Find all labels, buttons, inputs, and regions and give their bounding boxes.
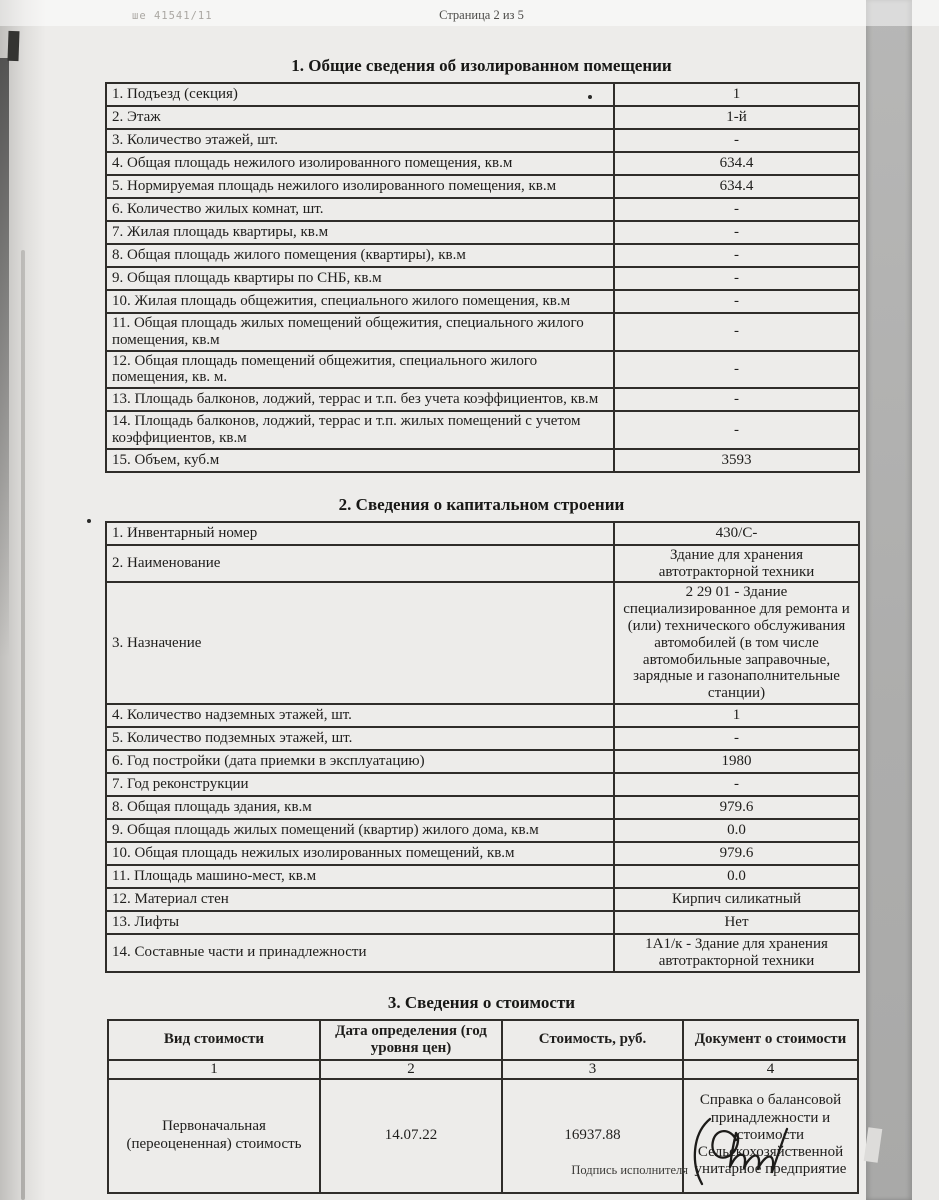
row-label: 4. Общая площадь нежилого изолированного помещения, кв.м <box>106 152 614 175</box>
row-value: - <box>614 773 859 796</box>
scan-speck <box>87 519 91 523</box>
row-value: 979.6 <box>614 796 859 819</box>
row-label: 2. Наименование <box>106 545 614 583</box>
row-value: - <box>614 388 859 411</box>
table-row <box>106 313 859 351</box>
table-row <box>106 449 859 472</box>
scan-edge-right <box>866 0 912 1200</box>
row-value: Здание для хранения автотракторной техники <box>614 545 859 583</box>
table-row <box>106 411 859 449</box>
row-value: 1980 <box>614 750 859 773</box>
scan-darkstrip-left <box>0 58 9 658</box>
row-value: - <box>614 727 859 750</box>
row-label: 12. Материал стен <box>106 888 614 911</box>
table-row <box>106 175 859 198</box>
table-row <box>106 582 859 704</box>
row-value: 430/С- <box>614 522 859 545</box>
table-row <box>106 129 859 152</box>
row-value: - <box>614 351 859 389</box>
row-value: 2 29 01 - Здание специализированное для ремонта и (или) технического обслуживания автомобилей (в том числе автомобильные заправочные, зарядные и газонаполнительные станции) <box>614 582 859 704</box>
row-value: Кирпич силикатный <box>614 888 859 911</box>
table-row <box>106 545 859 583</box>
row-value: Нет <box>614 911 859 934</box>
scan-foldline <box>21 250 25 1200</box>
table-row <box>106 750 859 773</box>
section2-title: 2. Сведения о капитальном строении <box>338 494 625 514</box>
table-row <box>106 290 859 313</box>
cost-number-row <box>108 1060 858 1079</box>
row-label: 2. Этаж <box>106 106 614 129</box>
table-row <box>106 888 859 911</box>
cost-column-number: 3 <box>502 1060 683 1079</box>
row-value: - <box>614 267 859 290</box>
cost-header-row <box>108 1020 858 1060</box>
row-label: 11. Общая площадь жилых помещений общежития, специального жилого помещения, кв.м <box>106 313 614 351</box>
row-value: 1 <box>614 83 859 106</box>
table-row <box>106 727 859 750</box>
row-label: 9. Общая площадь квартиры по СНБ, кв.м <box>106 267 614 290</box>
row-label: 10. Жилая площадь общежития, специального жилого помещения, кв.м <box>106 290 614 313</box>
row-label: 8. Общая площадь жилого помещения (квартиры), кв.м <box>106 244 614 267</box>
row-label: 7. Жилая площадь квартиры, кв.м <box>106 221 614 244</box>
page-header <box>105 0 858 26</box>
table-row <box>106 351 859 389</box>
row-label: 15. Объем, куб.м <box>106 449 614 472</box>
table-row <box>106 522 859 545</box>
section1-table <box>105 82 860 473</box>
table-row <box>106 704 859 727</box>
row-label: 10. Общая площадь нежилых изолированных помещений, кв.м <box>106 842 614 865</box>
row-label: 13. Площадь балконов, лоджий, террас и т.п. без учета коэффициентов, кв.м <box>106 388 614 411</box>
table-row <box>106 106 859 129</box>
row-label: 13. Лифты <box>106 911 614 934</box>
row-label: 3. Назначение <box>106 582 614 704</box>
cost-column-header: Дата определения (год уровня цен) <box>320 1020 502 1060</box>
table-row <box>106 796 859 819</box>
cost-column-number: 2 <box>320 1060 502 1079</box>
table-row <box>106 244 859 267</box>
row-label: 4. Количество надземных этажей, шт. <box>106 704 614 727</box>
row-value: 1-й <box>614 106 859 129</box>
row-label: 11. Площадь машино-мест, кв.м <box>106 865 614 888</box>
cost-date-cell: 14.07.22 <box>320 1079 502 1193</box>
cost-column-number: 1 <box>108 1060 320 1079</box>
table-row <box>106 198 859 221</box>
section3-title: 3. Сведения о стоимости <box>387 992 576 1012</box>
row-label: 8. Общая площадь здания, кв.м <box>106 796 614 819</box>
row-value: 0.0 <box>614 819 859 842</box>
cost-column-number: 4 <box>683 1060 858 1079</box>
table-row <box>106 152 859 175</box>
signature-label: Подпись исполнителя <box>571 1163 688 1177</box>
document-number: ше 41541/11 <box>132 10 213 22</box>
row-label: 5. Количество подземных этажей, шт. <box>106 727 614 750</box>
table-row <box>106 773 859 796</box>
row-value: - <box>614 244 859 267</box>
row-value: 1А1/к - Здание для хранения автотракторной техники <box>614 934 859 972</box>
table-row <box>106 865 859 888</box>
row-value: - <box>614 221 859 244</box>
row-value: 979.6 <box>614 842 859 865</box>
scan-corner-mark <box>7 31 19 61</box>
table-row <box>106 819 859 842</box>
row-label: 3. Количество этажей, шт. <box>106 129 614 152</box>
row-label: 6. Год постройки (дата приемки в эксплуатацию) <box>106 750 614 773</box>
row-label: 7. Год реконструкции <box>106 773 614 796</box>
row-label: 14. Площадь балконов, лоджий, террас и т.п. жилых помещений с учетом коэффициентов, кв.м <box>106 411 614 449</box>
row-value: - <box>614 290 859 313</box>
scan-margin-right <box>912 0 939 1200</box>
row-value: - <box>614 313 859 351</box>
row-value: 634.4 <box>614 152 859 175</box>
table-row <box>106 388 859 411</box>
cost-type-cell: Первоначальная (переоцененная) стоимость <box>108 1079 320 1193</box>
row-value: - <box>614 129 859 152</box>
row-value: 1 <box>614 704 859 727</box>
table-row <box>106 842 859 865</box>
section1-title: 1. Общие сведения об изолированном помещении <box>291 56 672 75</box>
cost-amount-cell: 16937.88 <box>502 1079 683 1193</box>
row-label: 1. Подъезд (секция) <box>106 83 614 106</box>
row-label: 6. Количество жилых комнат, шт. <box>106 198 614 221</box>
row-value: 0.0 <box>614 865 859 888</box>
section2-table <box>105 521 860 973</box>
row-label: 9. Общая площадь жилых помещений (квартир) жилого дома, кв.м <box>106 819 614 842</box>
cost-document-cell: Справка о балансовой принадлежности и стоимости Сельскохозяйственной унитарное предприятие <box>683 1079 858 1193</box>
table-row <box>106 911 859 934</box>
row-label: 12. Общая площадь помещений общежития, специального жилого помещения, кв. м. <box>106 351 614 389</box>
cost-column-header: Документ о стоимости <box>683 1020 858 1060</box>
row-value: 634.4 <box>614 175 859 198</box>
table-row <box>106 934 859 972</box>
table-row <box>106 221 859 244</box>
page-indicator: Страница 2 из 5 <box>439 8 524 22</box>
document-content <box>105 0 858 1194</box>
cost-column-header: Стоимость, руб. <box>502 1020 683 1060</box>
handwritten-signature <box>686 1112 790 1198</box>
row-value: - <box>614 198 859 221</box>
row-label: 5. Нормируемая площадь нежилого изолированного помещения, кв.м <box>106 175 614 198</box>
row-label: 14. Составные части и принадлежности <box>106 934 614 972</box>
row-value: - <box>614 411 859 449</box>
table-row <box>106 83 859 106</box>
cost-column-header: Вид стоимости <box>108 1020 320 1060</box>
table-row <box>106 267 859 290</box>
row-value: 3593 <box>614 449 859 472</box>
row-label: 1. Инвентарный номер <box>106 522 614 545</box>
